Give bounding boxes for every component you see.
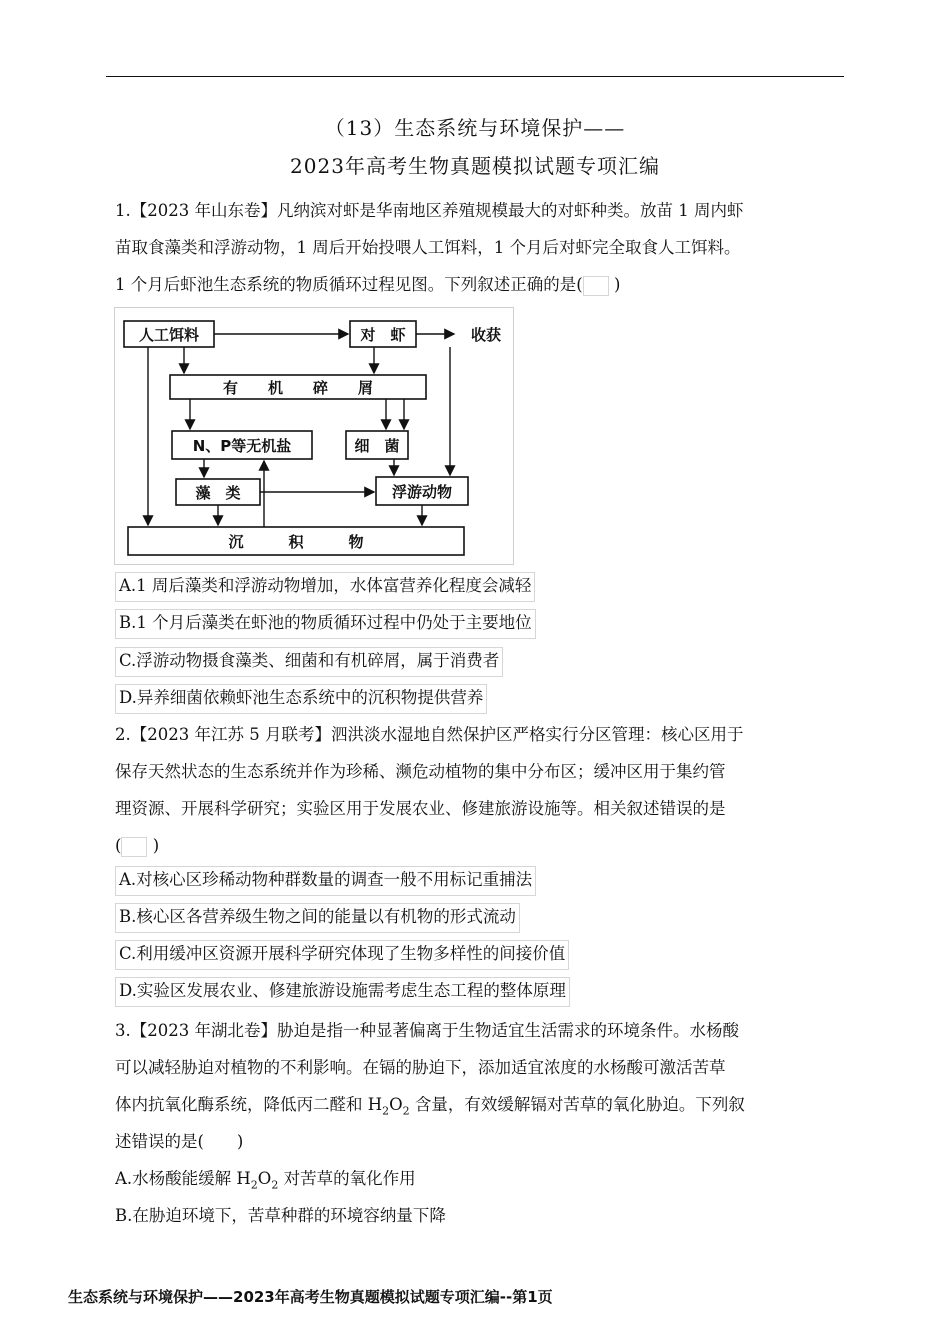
q2-option-d[interactable]: D.实验区发展农业、修建旅游设施需考虑生态工程的整体原理 <box>115 977 570 1007</box>
q3-option-a[interactable] <box>115 1160 830 1197</box>
q1-line-3-close: ) <box>613 275 621 294</box>
q3-line-3-post: 含量，有效缓解镉对苦草的氧化胁迫。下列叙 <box>409 1095 745 1114</box>
q2-line-4-close: ) <box>152 836 160 855</box>
q1-option-a[interactable]: A.1 周后藻类和浮游动物增加，水体富营养化程度会减轻 <box>115 572 535 602</box>
label-feed: 人工饵料 <box>138 326 200 344</box>
label-zooplankton: 浮游动物 <box>391 483 453 501</box>
q3-line-3-sub2: 2 <box>402 1104 410 1118</box>
document-title-line2: 2023年高考生物真题模拟试题专项汇编 <box>290 154 660 178</box>
q3-option-a-sub2: 2 <box>271 1178 279 1192</box>
q2-option-a[interactable]: A.对核心区珍稀动物种群数量的调查一般不用标记重捕法 <box>115 866 536 896</box>
diagram-frame <box>115 308 514 565</box>
q1-option-d[interactable]: D.异养细菌依赖虾池生态系统中的沉积物提供营养 <box>115 684 487 714</box>
q3-line-1: 3.【2023 年湖北卷】胁迫是指一种显著偏离于生物适宜生活需求的环境条件。水杨酸 <box>115 1021 739 1040</box>
material-cycle-diagram <box>114 307 514 565</box>
q3-option-a-post: 对苦草的氧化作用 <box>278 1169 416 1188</box>
label-sediment: 沉 积 物 <box>228 533 364 551</box>
answer-blank-1[interactable] <box>583 276 609 296</box>
q2-line-4 <box>115 827 830 864</box>
q3-option-a-mid: O <box>257 1169 272 1188</box>
q3-option-b[interactable]: B.在胁迫环境下，苦草种群的环境容纳量下降 <box>115 1206 446 1225</box>
q1-line-3-text: 1 个月后虾池生态系统的物质循环过程见图。下列叙述正确的是( <box>115 275 583 294</box>
label-shrimp: 对 虾 <box>360 326 406 344</box>
q3-line-3-pre: 体内抗氧化酶系统，降低丙二醛和 H <box>115 1095 383 1114</box>
header-rule <box>106 76 844 77</box>
q3-line-3-sub1: 2 <box>382 1104 390 1118</box>
q1-option-b[interactable]: B.1 个月后藻类在虾池的物质循环过程中仍处于主要地位 <box>115 609 536 639</box>
q3-option-a-sub1: 2 <box>250 1178 258 1192</box>
document-title-line1: （13）生态系统与环境保护—— <box>324 116 626 140</box>
q2-line-3: 理资源、开展科学研究；实验区用于发展农业、修建旅游设施等。相关叙述错误的是 <box>115 799 726 818</box>
label-salts: N、P等无机盐 <box>192 437 292 455</box>
q3-line-3 <box>115 1086 830 1123</box>
q1-line-2: 苗取食藻类和浮游动物，1 周后开始投喂人工饵料，1 个月后对虾完全取食人工饵料。 <box>115 238 741 257</box>
label-harvest: 收获 <box>470 326 502 344</box>
q3-line-3-mid: O <box>389 1095 403 1114</box>
page-footer: 生态系统与环境保护——2023年高考生物真题模拟试题专项汇编--第1页 <box>68 1288 553 1306</box>
q3-option-a-pre: A.水杨酸能缓解 H <box>115 1169 251 1188</box>
q1-line-1: 1.【2023 年山东卷】凡纳滨对虾是华南地区养殖规模最大的对虾种类。放苗 1 周内虾 <box>115 201 744 220</box>
question-2 <box>115 716 830 864</box>
answer-blank-2[interactable] <box>121 837 147 857</box>
label-algae: 藻 类 <box>195 484 241 502</box>
label-bacteria: 细 菌 <box>354 437 400 455</box>
q2-option-c[interactable]: C.利用缓冲区资源开展科学研究体现了生物多样性的间接价值 <box>115 940 569 970</box>
q3-line-4: 述错误的是( ) <box>115 1132 244 1151</box>
question-3 <box>115 1012 830 1234</box>
label-detritus: 有 机 碎 屑 <box>222 379 374 397</box>
q2-option-b[interactable]: B.核心区各营养级生物之间的能量以有机物的形式流动 <box>115 903 520 933</box>
q2-line-1: 2.【2023 年江苏 5 月联考】泗洪淡水湿地自然保护区严格实行分区管理：核心区用于 <box>115 725 744 744</box>
q1-option-c[interactable]: C.浮游动物摄食藻类、细菌和有机碎屑，属于消费者 <box>115 647 503 677</box>
question-1 <box>115 192 830 303</box>
q2-line-2: 保存天然状态的生态系统并作为珍稀、濒危动植物的集中分布区；缓冲区用于集约管 <box>115 762 726 781</box>
q1-line-3 <box>115 266 830 303</box>
q2-line-4-open: ( <box>115 836 122 855</box>
q3-line-2: 可以减轻胁迫对植物的不利影响。在镉的胁迫下，添加适宜浓度的水杨酸可激活苦草 <box>115 1058 726 1077</box>
